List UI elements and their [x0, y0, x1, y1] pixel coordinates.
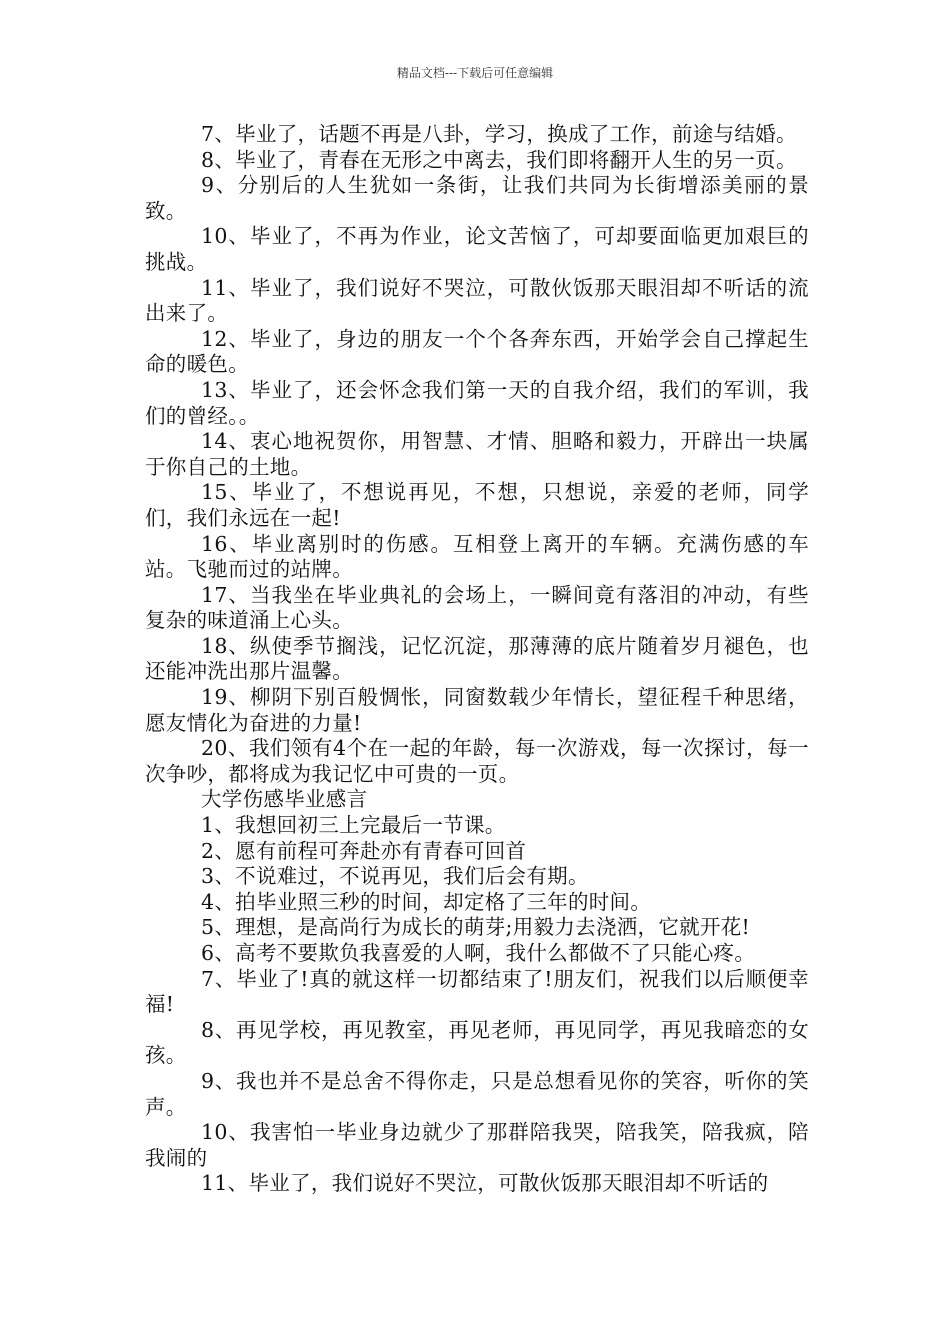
section-heading: 大学伤感毕业感言: [201, 787, 368, 812]
paragraph-1: 7、毕业了，话题不再是八卦，学习，换成了工作，前途与结婚。: [201, 122, 797, 146]
paragraph-9: 15、毕业了，不想说再见，不想，只想说，亲爱的老师，同学们，我们永远在一起!: [145, 480, 809, 530]
paragraph-22: 8、再见学校，再见教室，再见老师，再见同学，再见我暗恋的女孩。: [145, 1017, 809, 1068]
paragraph-18: 4、拍毕业照三秒的时间，却定格了三年的时间。: [201, 889, 652, 914]
paragraph-20: 6、高考不要欺负我喜爱的人啊，我什么都做不了只能心疼。: [201, 941, 756, 965]
paragraph-15: 1、我想回初三上完最后一节课。: [201, 813, 506, 838]
paragraph-11: 17、当我坐在毕业典礼的会场上，一瞬间竟有落泪的冲动，有些复杂的味道涌上心头。: [145, 582, 809, 633]
paragraph-8: 14、衷心地祝贺你，用智慧、才情、胆略和毅力，开辟出一块属于你自己的土地。: [145, 429, 809, 479]
paragraph-19: 5、理想，是高尚行为成长的萌芽;用毅力去浇洒，它就开花!: [201, 915, 751, 940]
paragraph-16: 2、愿有前程可奔赴亦有青春可回首: [201, 838, 527, 863]
paragraph-6: 12、毕业了，身边的朋友一个个各奔东西，开始学会自己撑起生命的暖色。: [145, 326, 809, 377]
paragraph-25: 11、毕业了，我们说好不哭泣，可散伙饭那天眼泪却不听话的: [201, 1171, 769, 1196]
document-body: [145, 122, 809, 1197]
paragraph-4: 10、毕业了，不再为作业，论文苦恼了，可却要面临更加艰巨的挑战。: [145, 224, 809, 274]
paragraph-24: 10、我害怕一毕业身边就少了那群陪我哭，陪我笑，陪我疯，陪我闹的: [145, 1120, 809, 1170]
page-header: 精品文档---下载后可任意编辑: [396, 66, 554, 80]
paragraph-23: 9、我也并不是总舍不得你走，只是总想看见你的笑容，听你的笑声。: [145, 1068, 809, 1119]
paragraph-5: 11、毕业了，我们说好不哭泣，可散伙饭那天眼泪却不听话的流出来了。: [145, 275, 809, 326]
paragraph-13: 19、柳阴下别百般惆怅，同窗数载少年情长，望征程千种思绪，愿友情化为奋进的力量!: [145, 685, 809, 735]
paragraph-3: 9、分别后的人生犹如一条街，让我们共同为长街增添美丽的景致。: [145, 173, 809, 223]
paragraph-17: 3、不说难过，不说再见，我们后会有期。: [201, 864, 589, 889]
paragraph-7: 13、毕业了，还会怀念我们第一天的自我介绍，我们的军训，我们的曾经。。: [145, 377, 809, 428]
paragraph-10: 16、毕业离别时的伤感。互相登上离开的车辆。充满伤感的车站。飞驰而过的站牌。: [145, 531, 809, 582]
paragraph-21: 7、毕业了!真的就这样一切都结束了!朋友们，祝我们以后顺便幸福!: [145, 966, 809, 1017]
paragraph-12: 18、纵使季节搁浅，记忆沉淀，那薄薄的底片随着岁月褪色，也还能冲洗出那片温馨。: [145, 633, 809, 684]
paragraph-14: 20、我们领有4个在一起的年龄，每一次游戏，每一次探讨，每一次争吵，都将成为我记忆中可贵的一页。: [145, 736, 809, 786]
paragraph-2: 8、毕业了，青春在无形之中离去，我们即将翻开人生的另一页。: [201, 147, 797, 172]
